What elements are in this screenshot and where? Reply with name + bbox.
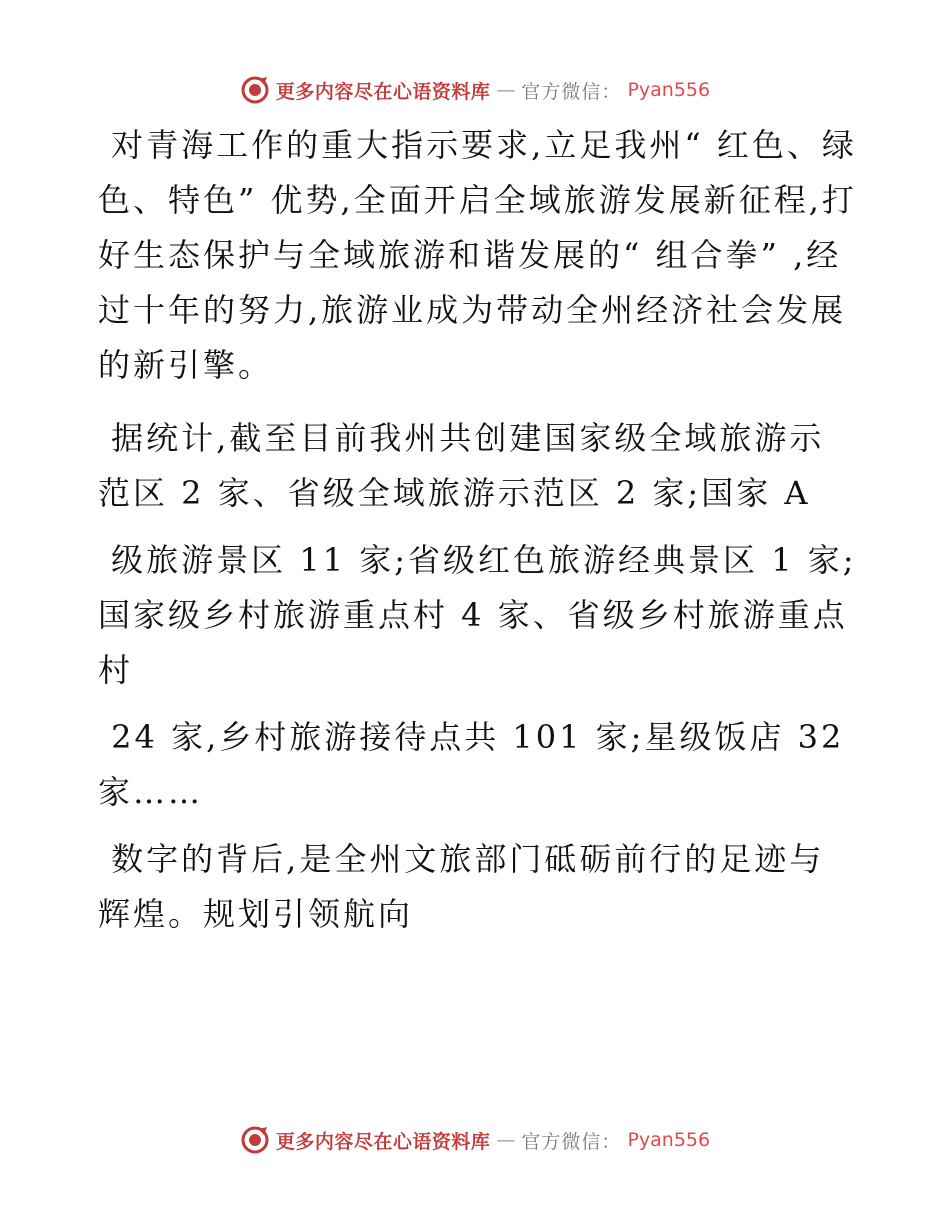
paragraph-3: 级旅游景区 11 家;省级红色旅游经典景区 1 家;国家级乡村旅游重点村 4 家、省级乡村旅游重点村 (98, 541, 857, 689)
header-wechat-label: 官方微信： (521, 80, 622, 103)
footer-wechat-label: 官方微信： (521, 1130, 622, 1153)
footer-separator: — (496, 1129, 516, 1151)
footer-brand-text: 更多内容尽在心语资料库 (275, 1130, 491, 1153)
paragraph-5: 数字的背后,是全州文旅部门砥砺前行的足迹与辉煌。规划引领航向 (98, 840, 825, 933)
header-wechat-id: Pyan556 (627, 79, 711, 101)
footer-wechat-id: Pyan556 (627, 1129, 711, 1151)
document-body (98, 118, 858, 942)
header-separator: — (496, 79, 516, 101)
paragraph-1: 对青海工作的重大指示要求,立足我州“ 红色、绿色、特色” 优势,全面开启全域旅游发展新征程,打好生态保护与全域旅游和谐发展的“ 组合拳” ,经过十年的努力,旅游业成为带动全州经济社会发展的新引擎。 (98, 126, 857, 384)
paragraph-2: 据统计,截至目前我州共创建国家级全域旅游示范区 2 家、省级全域旅游示范区 2 家;国家 A (98, 419, 825, 512)
brush-seal-icon (240, 1125, 270, 1155)
header-brand-text: 更多内容尽在心语资料库 (275, 80, 491, 103)
footer-banner (0, 1122, 950, 1158)
paragraph-4: 24 家,乡村旅游接待点共 101 家;星级饭店 32 家…… (98, 718, 858, 811)
header-banner (0, 72, 950, 108)
brush-seal-icon (240, 75, 270, 105)
